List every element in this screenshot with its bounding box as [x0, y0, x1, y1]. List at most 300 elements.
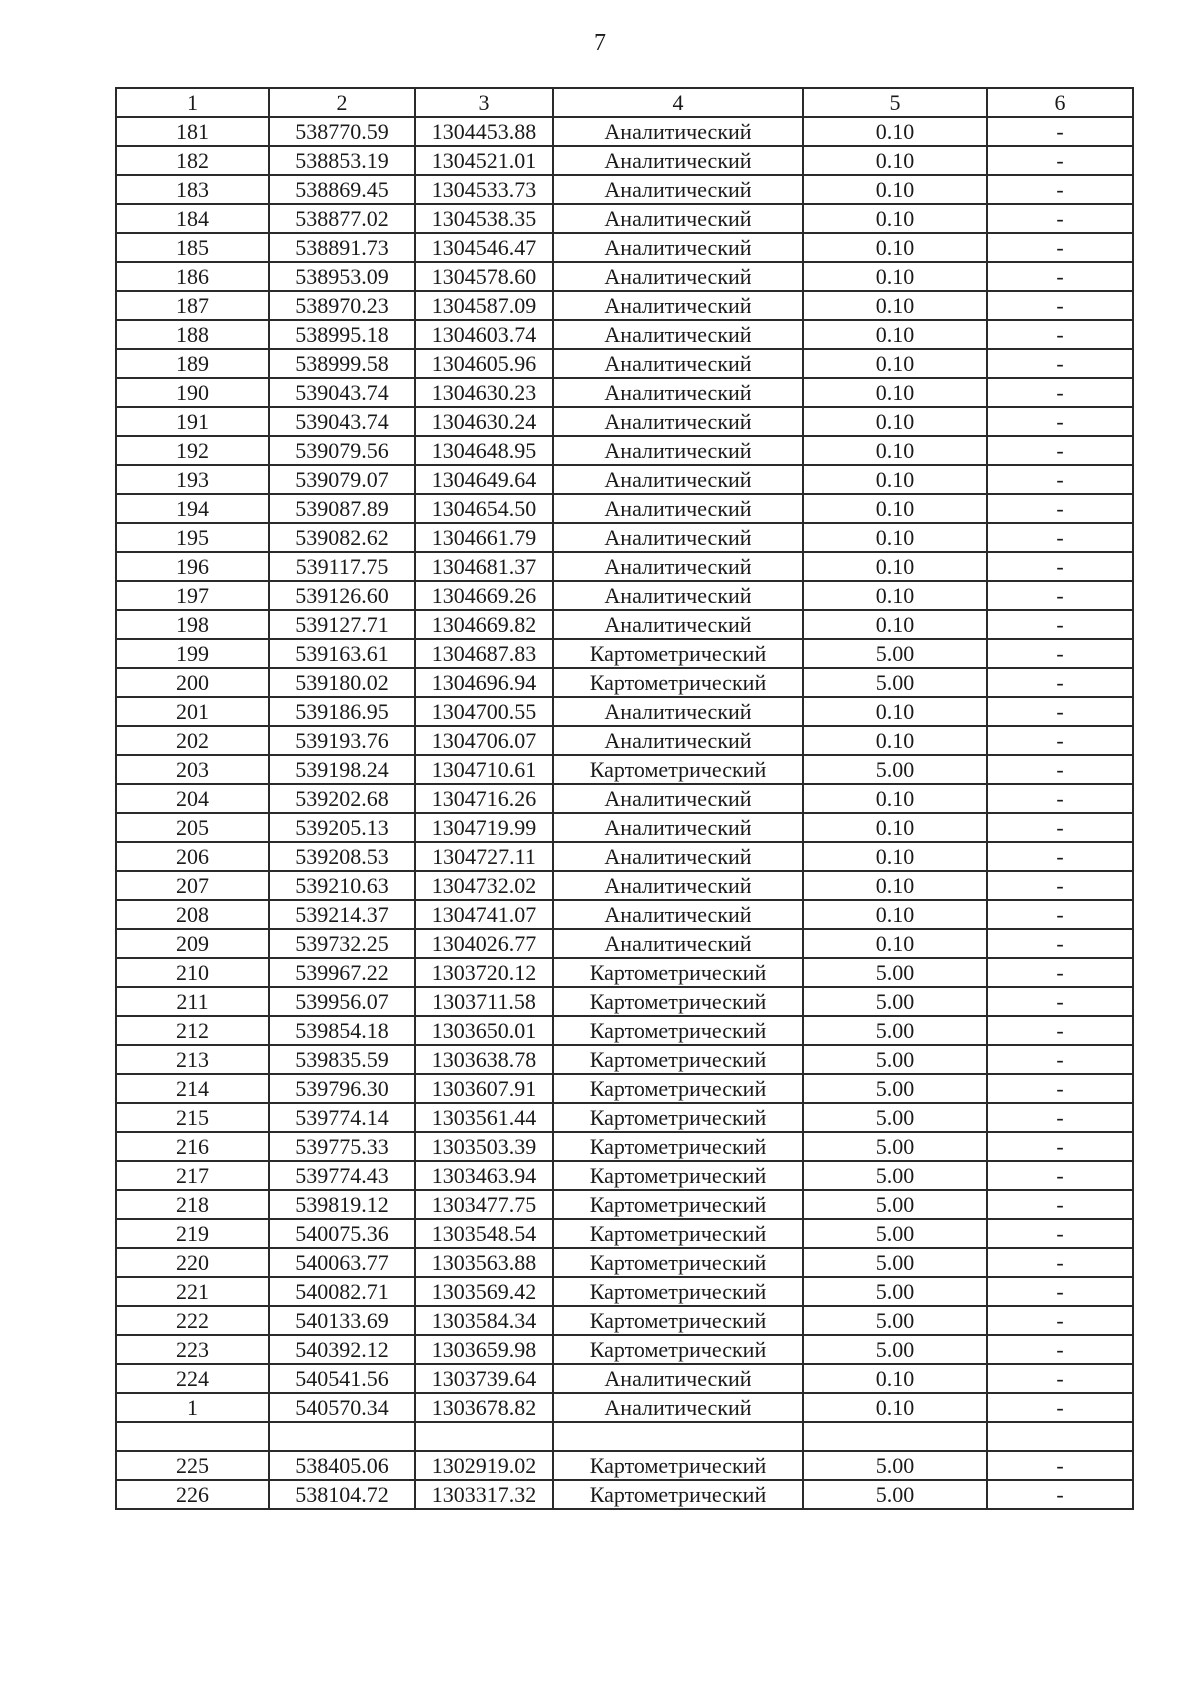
cell-x: 538970.23: [269, 291, 415, 320]
cell-y: 1304605.96: [415, 349, 553, 378]
cell-point-number: 225: [116, 1451, 269, 1480]
cell-x: 539208.53: [269, 842, 415, 871]
cell-accuracy: 0.10: [803, 407, 987, 436]
cell-point-number: 197: [116, 581, 269, 610]
cell-accuracy: 0.10: [803, 900, 987, 929]
cell-y: 1304669.26: [415, 581, 553, 610]
table-row: [116, 407, 1133, 436]
cell-x: 538877.02: [269, 204, 415, 233]
cell-method: Картометрический: [553, 1045, 803, 1074]
cell-y: 1304741.07: [415, 900, 553, 929]
cell-accuracy: 5.00: [803, 1248, 987, 1277]
cell-point-number: 213: [116, 1045, 269, 1074]
cell-description: -: [987, 407, 1133, 436]
cell-method: Картометрический: [553, 1074, 803, 1103]
cell-method: Картометрический: [553, 958, 803, 987]
cell-point-number: 201: [116, 697, 269, 726]
table-row: [116, 1480, 1133, 1509]
table-row: [116, 1103, 1133, 1132]
cell-accuracy: 0.10: [803, 320, 987, 349]
cell-method: Картометрический: [553, 1306, 803, 1335]
cell-point-number: 196: [116, 552, 269, 581]
cell-description: -: [987, 1451, 1133, 1480]
cell-x: 538104.72: [269, 1480, 415, 1509]
table-row: [116, 1451, 1133, 1480]
cell-description: -: [987, 871, 1133, 900]
cell-x: 539087.89: [269, 494, 415, 523]
table-row: [116, 1074, 1133, 1103]
table-row: [116, 1393, 1133, 1422]
cell-description: -: [987, 1045, 1133, 1074]
table-row: [116, 378, 1133, 407]
cell-description: -: [987, 378, 1133, 407]
coordinates-table: [115, 87, 1134, 1510]
cell-method: Аналитический: [553, 1393, 803, 1422]
cell-point-number: 208: [116, 900, 269, 929]
cell-y: 1303317.32: [415, 1480, 553, 1509]
cell-method: Аналитический: [553, 378, 803, 407]
cell-y: 1303503.39: [415, 1132, 553, 1161]
cell-accuracy: 0.10: [803, 291, 987, 320]
table-row: [116, 1045, 1133, 1074]
cell-description: -: [987, 1480, 1133, 1509]
cell-accuracy: 5.00: [803, 755, 987, 784]
table-row: [116, 610, 1133, 639]
cell-description: -: [987, 1074, 1133, 1103]
cell-accuracy: 5.00: [803, 1190, 987, 1219]
table-row: [116, 436, 1133, 465]
cell-method: Картометрический: [553, 1103, 803, 1132]
cell-method: Картометрический: [553, 639, 803, 668]
cell-point-number: 185: [116, 233, 269, 262]
cell-method: Аналитический: [553, 146, 803, 175]
cell-description: -: [987, 958, 1133, 987]
cell-method: Аналитический: [553, 697, 803, 726]
cell-x: 538999.58: [269, 349, 415, 378]
cell-y: 1304654.50: [415, 494, 553, 523]
cell-y: 1302919.02: [415, 1451, 553, 1480]
cell-x: 539967.22: [269, 958, 415, 987]
cell-x: 539127.71: [269, 610, 415, 639]
cell-point-number: 186: [116, 262, 269, 291]
table-row: [116, 465, 1133, 494]
cell-method: Аналитический: [553, 1364, 803, 1393]
cell-point-number: 221: [116, 1277, 269, 1306]
cell-accuracy: 5.00: [803, 1451, 987, 1480]
cell-x: 539210.63: [269, 871, 415, 900]
cell-y: 1303711.58: [415, 987, 553, 1016]
cell-x: 538953.09: [269, 262, 415, 291]
cell-x: 538995.18: [269, 320, 415, 349]
cell-point-number: 191: [116, 407, 269, 436]
cell-accuracy: 0.10: [803, 1364, 987, 1393]
cell-method: Аналитический: [553, 610, 803, 639]
cell-y: 1304521.01: [415, 146, 553, 175]
cell-description: -: [987, 204, 1133, 233]
cell-y: 1303563.88: [415, 1248, 553, 1277]
table-row: [116, 1161, 1133, 1190]
cell-description: -: [987, 987, 1133, 1016]
cell-description: -: [987, 697, 1133, 726]
cell-point-number: 220: [116, 1248, 269, 1277]
cell-accuracy: 5.00: [803, 987, 987, 1016]
cell-y: 1304533.73: [415, 175, 553, 204]
cell-description: -: [987, 349, 1133, 378]
cell-x: 539205.13: [269, 813, 415, 842]
cell-description: -: [987, 1132, 1133, 1161]
table-row: [116, 871, 1133, 900]
table-row: [116, 929, 1133, 958]
table-row: [116, 726, 1133, 755]
cell-x: 540541.56: [269, 1364, 415, 1393]
cell-description: -: [987, 755, 1133, 784]
cell-point-number: 184: [116, 204, 269, 233]
column-header-point-number: 1: [116, 88, 269, 117]
table-row: [116, 1190, 1133, 1219]
table-row: [116, 668, 1133, 697]
column-header-y: 3: [415, 88, 553, 117]
cell-accuracy: 5.00: [803, 1045, 987, 1074]
cell-y: 1304732.02: [415, 871, 553, 900]
cell-x: 540570.34: [269, 1393, 415, 1422]
cell-y: 1303477.75: [415, 1190, 553, 1219]
table-row: [116, 784, 1133, 813]
cell-point-number: 222: [116, 1306, 269, 1335]
cell-point-number: 209: [116, 929, 269, 958]
cell-y: 1304603.74: [415, 320, 553, 349]
cell-point-number: 204: [116, 784, 269, 813]
cell-method: Аналитический: [553, 581, 803, 610]
table-row: [116, 523, 1133, 552]
cell-accuracy: 0.10: [803, 233, 987, 262]
cell-accuracy: 0.10: [803, 465, 987, 494]
cell-accuracy: 5.00: [803, 1306, 987, 1335]
cell-accuracy: 5.00: [803, 1480, 987, 1509]
cell-y: 1303638.78: [415, 1045, 553, 1074]
cell-description: -: [987, 146, 1133, 175]
cell-y: 1303584.34: [415, 1306, 553, 1335]
cell-point-number: 205: [116, 813, 269, 842]
table-row: [116, 291, 1133, 320]
cell-x: 539854.18: [269, 1016, 415, 1045]
cell-point-number: 1: [116, 1393, 269, 1422]
cell-method: Аналитический: [553, 175, 803, 204]
cell-method: Аналитический: [553, 465, 803, 494]
cell-method: Картометрический: [553, 1219, 803, 1248]
table-row: [116, 1219, 1133, 1248]
cell-accuracy: 5.00: [803, 1103, 987, 1132]
cell-accuracy: 0.10: [803, 726, 987, 755]
cell-method: Картометрический: [553, 987, 803, 1016]
cell-y: [415, 1422, 553, 1451]
cell-y: 1303607.91: [415, 1074, 553, 1103]
table-row: [116, 233, 1133, 262]
cell-point-number: 218: [116, 1190, 269, 1219]
column-header-accuracy: 5: [803, 88, 987, 117]
cell-x: 540392.12: [269, 1335, 415, 1364]
cell-method: Аналитический: [553, 871, 803, 900]
cell-description: -: [987, 552, 1133, 581]
cell-point-number: 214: [116, 1074, 269, 1103]
cell-accuracy: 0.10: [803, 146, 987, 175]
cell-accuracy: 0.10: [803, 610, 987, 639]
cell-method: Аналитический: [553, 842, 803, 871]
cell-description: -: [987, 291, 1133, 320]
cell-y: 1304630.23: [415, 378, 553, 407]
cell-accuracy: 0.10: [803, 175, 987, 204]
cell-description: -: [987, 813, 1133, 842]
cell-y: 1304719.99: [415, 813, 553, 842]
cell-accuracy: 5.00: [803, 1277, 987, 1306]
cell-y: 1304710.61: [415, 755, 553, 784]
cell-method: Аналитический: [553, 291, 803, 320]
table-row: [116, 900, 1133, 929]
cell-x: 539082.62: [269, 523, 415, 552]
cell-y: 1304546.47: [415, 233, 553, 262]
cell-accuracy: 0.10: [803, 871, 987, 900]
cell-point-number: [116, 1422, 269, 1451]
cell-accuracy: 5.00: [803, 1161, 987, 1190]
cell-description: -: [987, 523, 1133, 552]
page-number: 7: [594, 30, 606, 56]
cell-method: Картометрический: [553, 1016, 803, 1045]
cell-accuracy: 0.10: [803, 436, 987, 465]
cell-accuracy: 5.00: [803, 668, 987, 697]
cell-description: -: [987, 581, 1133, 610]
cell-point-number: 216: [116, 1132, 269, 1161]
cell-method: Аналитический: [553, 813, 803, 842]
cell-accuracy: 0.10: [803, 581, 987, 610]
cell-accuracy: [803, 1422, 987, 1451]
cell-accuracy: 0.10: [803, 552, 987, 581]
cell-accuracy: 0.10: [803, 813, 987, 842]
table-row: [116, 755, 1133, 784]
cell-y: 1304696.94: [415, 668, 553, 697]
cell-method: Аналитический: [553, 784, 803, 813]
cell-x: 539126.60: [269, 581, 415, 610]
cell-point-number: 190: [116, 378, 269, 407]
table-row: [116, 1422, 1133, 1451]
cell-point-number: 211: [116, 987, 269, 1016]
cell-x: [269, 1422, 415, 1451]
cell-point-number: 195: [116, 523, 269, 552]
cell-description: -: [987, 668, 1133, 697]
cell-point-number: 226: [116, 1480, 269, 1509]
cell-y: 1303659.98: [415, 1335, 553, 1364]
cell-y: 1304687.83: [415, 639, 553, 668]
cell-point-number: 223: [116, 1335, 269, 1364]
cell-point-number: 202: [116, 726, 269, 755]
cell-point-number: 207: [116, 871, 269, 900]
cell-x: 539079.07: [269, 465, 415, 494]
cell-x: 539774.14: [269, 1103, 415, 1132]
table-row: [116, 581, 1133, 610]
cell-method: Аналитический: [553, 494, 803, 523]
cell-y: 1304661.79: [415, 523, 553, 552]
cell-y: 1304700.55: [415, 697, 553, 726]
cell-point-number: 200: [116, 668, 269, 697]
cell-method: [553, 1422, 803, 1451]
cell-point-number: 183: [116, 175, 269, 204]
cell-x: 539774.43: [269, 1161, 415, 1190]
cell-method: Аналитический: [553, 523, 803, 552]
cell-y: 1303569.42: [415, 1277, 553, 1306]
column-header-method: 4: [553, 88, 803, 117]
cell-y: 1304669.82: [415, 610, 553, 639]
cell-x: 539796.30: [269, 1074, 415, 1103]
table-row: [116, 697, 1133, 726]
cell-description: -: [987, 639, 1133, 668]
cell-point-number: 181: [116, 117, 269, 146]
cell-accuracy: 0.10: [803, 929, 987, 958]
cell-y: 1303739.64: [415, 1364, 553, 1393]
cell-accuracy: 0.10: [803, 262, 987, 291]
cell-point-number: 193: [116, 465, 269, 494]
table-row: [116, 1132, 1133, 1161]
cell-point-number: 206: [116, 842, 269, 871]
cell-x: 538770.59: [269, 117, 415, 146]
table-row: [116, 1277, 1133, 1306]
cell-point-number: 199: [116, 639, 269, 668]
cell-description: -: [987, 900, 1133, 929]
cell-method: Аналитический: [553, 262, 803, 291]
cell-y: 1304716.26: [415, 784, 553, 813]
cell-method: Картометрический: [553, 1132, 803, 1161]
cell-method: Аналитический: [553, 436, 803, 465]
cell-x: 539117.75: [269, 552, 415, 581]
cell-point-number: 212: [116, 1016, 269, 1045]
cell-y: 1304681.37: [415, 552, 553, 581]
cell-description: -: [987, 610, 1133, 639]
cell-y: 1304578.60: [415, 262, 553, 291]
cell-method: Картометрический: [553, 668, 803, 697]
column-header-x: 2: [269, 88, 415, 117]
cell-method: Аналитический: [553, 233, 803, 262]
cell-point-number: 192: [116, 436, 269, 465]
cell-x: 538891.73: [269, 233, 415, 262]
table-row: [116, 958, 1133, 987]
cell-accuracy: 5.00: [803, 958, 987, 987]
cell-description: -: [987, 1161, 1133, 1190]
cell-description: -: [987, 784, 1133, 813]
cell-method: Аналитический: [553, 726, 803, 755]
table-row: [116, 175, 1133, 204]
table-row: [116, 639, 1133, 668]
cell-x: 539202.68: [269, 784, 415, 813]
cell-y: 1303463.94: [415, 1161, 553, 1190]
cell-description: -: [987, 175, 1133, 204]
cell-point-number: 189: [116, 349, 269, 378]
cell-y: 1304587.09: [415, 291, 553, 320]
cell-method: Картометрический: [553, 1248, 803, 1277]
cell-method: Аналитический: [553, 552, 803, 581]
cell-method: Аналитический: [553, 117, 803, 146]
cell-description: [987, 1422, 1133, 1451]
cell-method: Аналитический: [553, 407, 803, 436]
cell-x: 538405.06: [269, 1451, 415, 1480]
cell-y: 1304648.95: [415, 436, 553, 465]
cell-x: 538869.45: [269, 175, 415, 204]
cell-y: 1304538.35: [415, 204, 553, 233]
cell-accuracy: 5.00: [803, 1219, 987, 1248]
cell-description: -: [987, 1248, 1133, 1277]
cell-y: 1303650.01: [415, 1016, 553, 1045]
cell-point-number: 188: [116, 320, 269, 349]
cell-x: 539775.33: [269, 1132, 415, 1161]
cell-description: -: [987, 842, 1133, 871]
cell-method: Картометрический: [553, 1451, 803, 1480]
cell-y: 1304727.11: [415, 842, 553, 871]
table-row: [116, 349, 1133, 378]
table-row: [116, 552, 1133, 581]
cell-y: 1304649.64: [415, 465, 553, 494]
cell-x: 540063.77: [269, 1248, 415, 1277]
cell-accuracy: 5.00: [803, 1335, 987, 1364]
cell-point-number: 198: [116, 610, 269, 639]
cell-accuracy: 0.10: [803, 204, 987, 233]
cell-accuracy: 0.10: [803, 117, 987, 146]
cell-description: -: [987, 1190, 1133, 1219]
cell-point-number: 217: [116, 1161, 269, 1190]
cell-description: -: [987, 1219, 1133, 1248]
cell-description: -: [987, 320, 1133, 349]
cell-description: -: [987, 1306, 1133, 1335]
cell-y: 1304453.88: [415, 117, 553, 146]
cell-y: 1303678.82: [415, 1393, 553, 1422]
cell-accuracy: 0.10: [803, 349, 987, 378]
table-row: [116, 987, 1133, 1016]
cell-description: -: [987, 436, 1133, 465]
cell-accuracy: 5.00: [803, 1132, 987, 1161]
cell-method: Картометрический: [553, 1480, 803, 1509]
cell-y: 1304026.77: [415, 929, 553, 958]
cell-point-number: 187: [116, 291, 269, 320]
cell-method: Аналитический: [553, 320, 803, 349]
cell-x: 539819.12: [269, 1190, 415, 1219]
cell-accuracy: 0.10: [803, 494, 987, 523]
table-header: [116, 88, 1133, 117]
cell-x: 539180.02: [269, 668, 415, 697]
cell-y: 1303561.44: [415, 1103, 553, 1132]
cell-x: 538853.19: [269, 146, 415, 175]
table-row: [116, 1335, 1133, 1364]
table-body: [116, 117, 1133, 1509]
cell-x: 540133.69: [269, 1306, 415, 1335]
cell-description: -: [987, 726, 1133, 755]
cell-x: 539043.74: [269, 407, 415, 436]
table-row: [116, 1306, 1133, 1335]
cell-point-number: 219: [116, 1219, 269, 1248]
cell-accuracy: 0.10: [803, 784, 987, 813]
cell-description: -: [987, 465, 1133, 494]
cell-point-number: 182: [116, 146, 269, 175]
cell-method: Картометрический: [553, 755, 803, 784]
cell-point-number: 215: [116, 1103, 269, 1132]
cell-point-number: 224: [116, 1364, 269, 1393]
cell-accuracy: 0.10: [803, 697, 987, 726]
table-row: [116, 1364, 1133, 1393]
cell-y: 1304630.24: [415, 407, 553, 436]
cell-x: 540082.71: [269, 1277, 415, 1306]
cell-accuracy: 0.10: [803, 378, 987, 407]
cell-method: Картометрический: [553, 1277, 803, 1306]
table-row: [116, 204, 1133, 233]
table-row: [116, 813, 1133, 842]
cell-method: Аналитический: [553, 929, 803, 958]
cell-point-number: 210: [116, 958, 269, 987]
table-row: [116, 1248, 1133, 1277]
cell-accuracy: 0.10: [803, 842, 987, 871]
